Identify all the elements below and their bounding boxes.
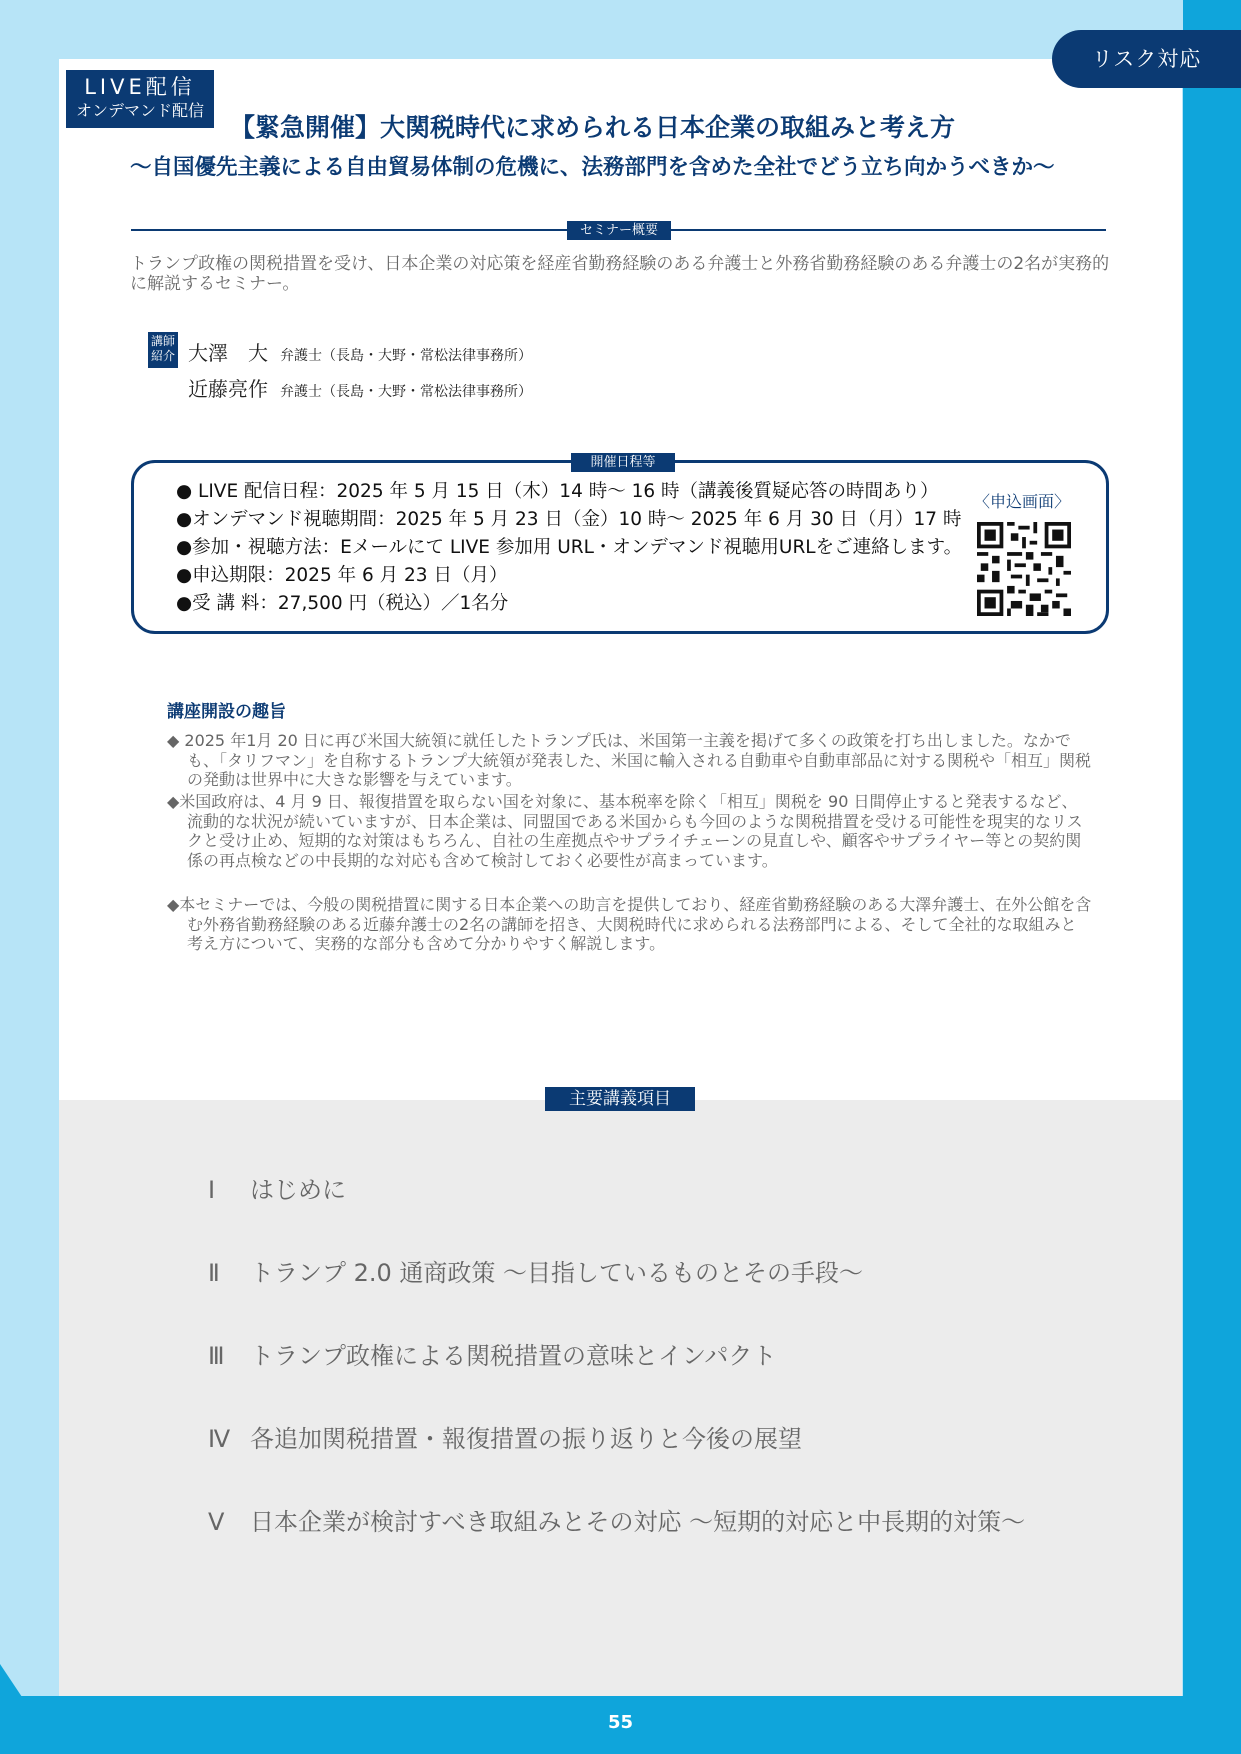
schedule-method: ●参加・視聴方法：Eメールにて LIVE 参加用 URL・オンデマンド視聴用URLをご連絡します。 xyxy=(176,537,963,558)
page-subtitle: 〜自国優先主義による自由貿易体制の危機に、法務部門を含めた全社でどう立ち向かうべきか〜 xyxy=(130,155,1055,180)
lectures-label: 主要講義項目 xyxy=(545,1087,695,1111)
category-tab: リスク対応 xyxy=(1052,30,1241,88)
overview-text: トランプ政権の関税措置を受け、日本企業の対応策を経産省勤務経験のある弁護士と外務省勤務経験のある弁護士の2名が実務的に解説するセミナー。 xyxy=(130,254,1110,294)
lecture-item xyxy=(208,1170,346,1205)
speaker-1 xyxy=(188,337,532,366)
lecture-text: はじめに xyxy=(250,1176,346,1204)
lecture-number: Ⅲ xyxy=(208,1342,225,1370)
lecture-number: Ⅴ xyxy=(208,1508,225,1536)
lecture-text: トランプ 2.0 通商政策 〜目指しているものとその手段〜 xyxy=(250,1259,864,1287)
live-badge xyxy=(66,70,214,128)
live-badge-line1: LIVE配信 xyxy=(84,75,196,99)
lecture-text: 日本企業が検討すべき取組みとその対応 〜短期的対応と中長期的対策〜 xyxy=(250,1508,1026,1536)
speaker-name: 大澤 大 xyxy=(188,341,268,365)
frame-right-band xyxy=(1183,0,1241,1754)
schedule-fee: ●受 講 料：27,500 円（税込）／1名分 xyxy=(176,593,509,614)
purpose-paragraph-1: ◆ 2025 年1月 20 日に再び米国大統領に就任したトランプ氏は、米国第一主義を掲げて多くの政策を打ち出しました。なかでも、「タリフマン」を自称するトランプ大統領が発表した、米国に輸入される自動車や自動車部品に対する関税や「相互」関税の発動は世界中に大きな影響を与えています。 xyxy=(167,731,1092,789)
purpose-title: 講座開設の趣旨 xyxy=(167,702,286,722)
lecture-item xyxy=(208,1336,776,1371)
speakers-icon xyxy=(148,332,178,368)
lecture-text: 各追加関税措置・報復措置の振り返りと今後の展望 xyxy=(250,1425,802,1453)
live-badge-line2: オンデマンド配信 xyxy=(75,101,204,120)
schedule-live-date: ● LIVE 配信日程：2025 年 5 月 15 日（木）14 時〜 16 時（講義後質疑応答の時間あり） xyxy=(176,481,939,502)
speaker-affiliation: 弁護士（長島・大野・常松法律事務所） xyxy=(280,384,532,400)
lecture-number: Ⅱ xyxy=(208,1259,220,1287)
schedule-label: 開催日程等 xyxy=(571,453,675,472)
frame-corner-decoration xyxy=(0,1664,60,1754)
page-number: 55 xyxy=(607,1712,634,1733)
purpose-paragraph-3: ◆本セミナーでは、今般の関税措置に関する日本企業への助言を提供しており、経産省勤務経験のある大澤弁護士、在外公館を含む外務省勤務経験のある近藤弁護士の2名の講師を招き、大関税時代に求められる法務部門による、そして全社的な取組みと考え方について、実務的な部分も含めて分かりやすく解説します。 xyxy=(167,895,1092,953)
lecture-item xyxy=(208,1419,802,1454)
schedule-deadline: ●申込期限：2025 年 6 月 23 日（月） xyxy=(176,565,508,586)
speakers-icon-label: 講師紹介 xyxy=(150,334,175,363)
speaker-affiliation: 弁護士（長島・大野・常松法律事務所） xyxy=(280,348,532,364)
speaker-name: 近藤亮作 xyxy=(188,377,268,401)
overview-label: セミナー概要 xyxy=(567,221,671,240)
lecture-number: Ⅳ xyxy=(208,1425,231,1453)
speaker-2 xyxy=(188,373,532,402)
qr-label: 〈申込画面〉 xyxy=(974,492,1071,511)
lecture-text: トランプ政権による関税措置の意味とインパクト xyxy=(250,1342,777,1370)
schedule-ondemand-period: ●オンデマンド視聴期間：2025 年 5 月 23 日（金）10 時〜 2025 年 6 月 30 日（月）17 時 xyxy=(176,509,962,530)
purpose-paragraph-2: ◆米国政府は、4 月 9 日、報復措置を取らない国を対象に、基本税率を除く「相互」関税を 90 日間停止すると発表するなど、流動的な状況が続いていますが、日本企業は、同盟国である米国からも今回のような関税措置を受ける可能性を現実的なリスクと受け止め、短期的な対策はもちろん、自社の生産拠点やサプライチェーンの見直しや、顧客やサプライヤー等との契約関係の再点検などの中長期的な対応も含めて検討しておく必要性が高まっています。 xyxy=(167,792,1083,870)
lecture-item xyxy=(208,1253,863,1288)
lecture-number: Ⅰ xyxy=(208,1176,216,1204)
lecture-item xyxy=(208,1502,1025,1537)
qr-code-icon[interactable] xyxy=(977,522,1071,616)
page-title: 【緊急開催】大関税時代に求められる日本企業の取組みと考え方 xyxy=(230,113,956,142)
